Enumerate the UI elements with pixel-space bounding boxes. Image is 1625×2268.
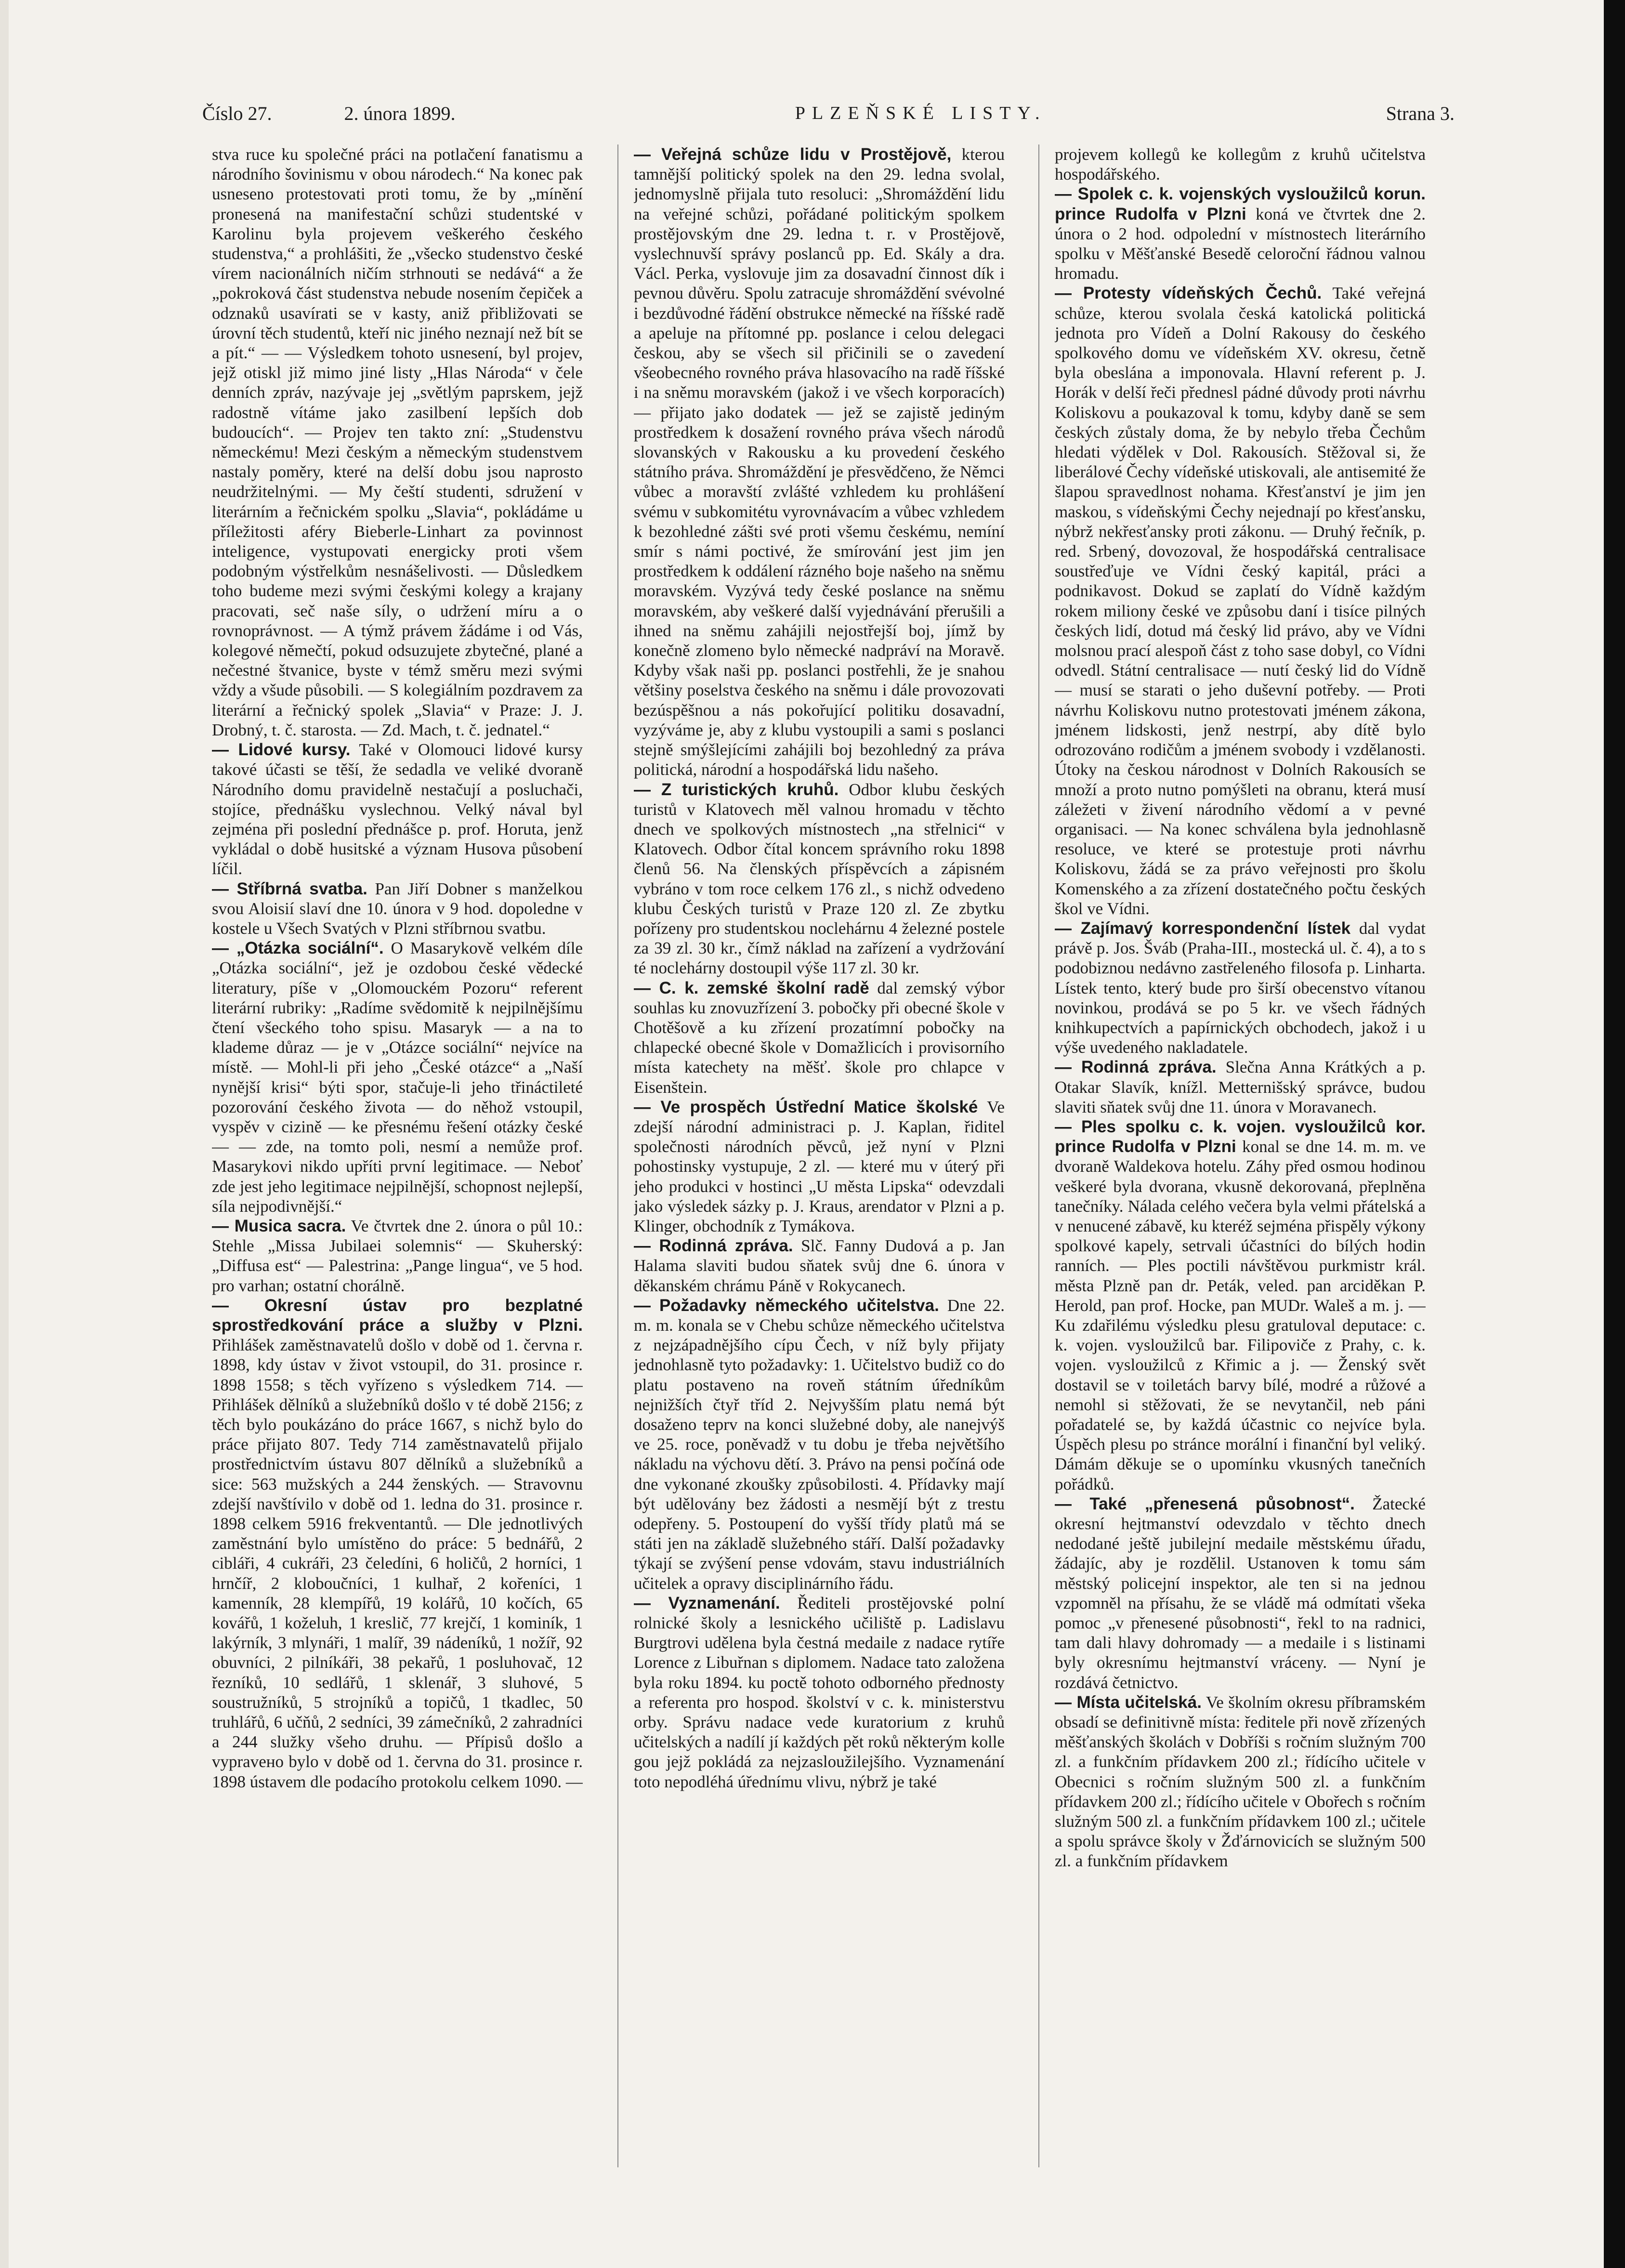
article-body: Přihlášek zaměstnavatelů došlo v době od 1. června r. 1898, kdy ústav v život vstoupil, do 31. prosince r. 1898 1558; s těch vyřízeno s výsledkem 714. — Přihlášek dělníků a služebníků došlo v té době 2156; z těch bylo poukázáno do práce 1667, s nichž bylo do práce přijato 807. Tedy 714 zaměstnavatelů přijalo prostřednictvím ústavu 807 dělníků a služebníků a sice: 563 mužských a 244 ženských. — Stravovnu zdejší navštívilo v době od 1. ledna do 31. prosince r. 1898 celkem 5916 frekventantů. — Dle jednotlivých zaměstnání bylo umístěno do práce: 5 bednářů, 2 cibláři, 4 cukráři, 23 čeledíni, 6 holičů, 2 horníci, 1 hrnčíř, 2 kloboučníci, 1 kulhař, 2 kořeníci, 1 kamenník, 28 klempířů, 19 kolářů, 10 kočích, 65 kovářů, 1 koželuh, 1 kreslič, 77 krejčí, 1 kominík, 1 lakýrník, 3 mlynáři, 1 malíř, 39 nádeníků, 1 nožíř, 92 obuvníci, 2 pilníkáři, 38 pekařů, 1 posluhovač, 12 řezníků, 10 sedlářů, 1 sklenář, 3 sluhové, 5 soustružníků, 5 strojníků a topičů, 1 tkadlec, 50 truhlářů, 6 učňů, 2 sedníci, 39 zámečníků, 2 zahradníci a 244 služky všeho druhu. — Přípisů došlo a vypravено bylo v době od 1. června do 31. prosince r. 1898 ústavem dle podacího protokolu celkem 1090. — <box>212 1336 583 1791</box>
column-rule <box>617 144 618 2167</box>
scan-edge-left <box>0 0 9 2268</box>
article-heading: — Stříbrná svatba. <box>212 879 367 898</box>
article-heading: — Požadavky německého učitelstva. <box>634 1296 939 1315</box>
article-heading: — Ples spolku c. k. vojen. vysloužilců kor. prince Rudolfa v Plzni <box>1055 1117 1426 1156</box>
article-body: Ve zdejší národní administraci p. J. Kaplan, řiditel společnosti národních pěvců, jež nyní v Plzni pohostinsky vystupuje, 2 zl. — které mu v úterý při jeho produkci v hostinci „U města Lipska“ odevzdali jako výsledek sázky p. J. Kraus, arendator v Plzni a p. Klinger, obchodník z Tymákova. <box>634 1097 1005 1235</box>
article-paragraph <box>634 1593 1005 1792</box>
article-body: Také v Olomouci lidové kursy takové účasti se těší, že sedadla ve veliké dvoraně Národního domu pravidelně nestačují a posluchači, stojíce, přednášku vyslechnou. Velký nával byl zejména při poslední přednášce p. prof. Horuta, jenž vykládal o době husitské a význam Husova působení líčil. <box>212 740 583 878</box>
article-body: Odbor klubu českých turistů v Klatovech měl valnou hromadu v těchto dnech ve spolkových místnostech „na střelnici“ v Klatovech. Odbor čítal koncem správního roku 1898 členů 56. Na členských příspěvcích a zápisném vybráno v tom roce celkem 176 zl., s nichž odvedeno klubu Českých turistů v Praze 120 zl. Ze zbytku pořízeny pro studentskou noclehárnu 4 železné postele za 39 zl. 30 kr., čímž náklad na zařízení a vydržování té noclehárny dostoupil výše 117 zl. 30 kr. <box>634 780 1005 978</box>
page-number: Strana 3. <box>1386 102 1455 124</box>
article-heading: — Z turistických kruhů. <box>634 780 839 799</box>
article-body: Dne 22. m. m. konala se v Chebu schůze německého učitelstva z nejzápadnějšího cípu Čech, v níž byly přijaty jednohlasně tyto požadavky: 1. Učitelstvo budiž co do platu postaveno na roveň státním úředníkům nejnižších čtyř tříd 2. Nejvyšším platu nemá být dosaženo teprv na konci služebné doby, ale nanejvýš ve 25. roce, poněvadž v tu dobu je třeba největšího nákladu na výchovu dětí. 3. Právo na pensi počíná ode dne vykonané zkoušky způsobilosti. 4. Přídavky mají být udělovány bez žádosti a nesmějí být z trestu odepřeny. 5. Postoupení do vyšší třídy platů má se státi jen na základě služebného stáří. Další požadavky týkají se zvýšení pense vdovám, stavu industriálních učitelek a opravy disciplinárního řádu. <box>634 1296 1005 1593</box>
article-body: konal se dne 14. m. m. ve dvoraně Waldekova hotelu. Záhy před osmou hodinou veškeré byla dvorana, vkusně dekorovaná, přeplněna tanečníky. Nálada celého večera byla velmi přátelská a v nenucené zábavě, ku kteréž sejména přispěly výkony spolkové kapely, setrvali účastníci do bílých hodin ranních. — Ples poctili návštěvou purkmistr král. města Plzně pan dr. Peták, veled. pan arciděkan P. Herold, pan prof. Hocke, pan MUDr. Waleš a m. j. — Ku zdařilému výsledku plesu gratuloval deputace: c. k. vojen. vysloužilců bar. Filipoviče z Prahy, c. k. vojen. vysloužilců z Křimic a j. — Ženský svět dostavil se v toiletách barvy bílé, modré a růžové a nemohl si stěžovati, že se nevytančil, neb páni pořadatelé se, by každá účastnic co nejvíce byla. Úspěch plesu po stránce morální i finanční byl veliký. Dámám děkuje se o upomínku vkusných tanečních pořádků. <box>1055 1137 1426 1494</box>
article-body: Slečna Anna Krátkých a p. Otakar Slavík, knížl. Metternišský správce, budou slaviti sňatek svůj dne 11. února v Moravanech. <box>1055 1058 1426 1116</box>
article-heading: — Musica sacra. <box>212 1216 346 1235</box>
article-paragraph <box>634 1236 1005 1296</box>
article-body: Žatecké okresní hejtmanství odevzdalo v těchto dnech nedodané ještě jubilejní medaile městskému úřadu, žádajíc, aby je rozdělil. Ustanoven k tomu sám městský policejní inspektor, ale ten si na jednou vzpomněl na přísahu, že se vládě má odmítati všeka pomoc „v přenesené působnosti“, řekl to na radnici, tam dali hlavy dohromady — a medaile i s listinami byly okresnímu hejtmanství vráceny. — Nyní je rozdává četnictvo. <box>1055 1494 1426 1692</box>
article-paragraph <box>1055 1692 1426 1871</box>
article-paragraph <box>1055 184 1426 283</box>
article-heading: — Okresní ústav pro bezplatné sprostředkování práce a služby v Plzni. <box>212 1296 583 1335</box>
article-body: Pan Jiří Dobner s manželkou svou Aloisií slaví dne 10. února v 9 hod. dopoledne v kostele u Všech Svatých v Plzni stříbrnou svatbu. <box>212 879 583 938</box>
article-paragraph <box>1055 283 1426 918</box>
article-paragraph <box>1055 144 1426 184</box>
article-body: projevem kollegů ke kollegům z kruhů učitelstva hospodářského. <box>1055 145 1426 184</box>
article-paragraph <box>212 1296 583 1792</box>
article-heading: — Zajímavý korrespondenční lístek <box>1055 918 1351 938</box>
article-paragraph <box>1055 1117 1426 1494</box>
issue-info <box>202 102 456 125</box>
article-paragraph <box>634 1097 1005 1236</box>
text-column-2 <box>634 144 1005 2182</box>
article-heading: — Ve prospěch Ústřední Matice školské <box>634 1097 978 1116</box>
article-paragraph <box>212 1216 583 1296</box>
article-body: O Masarykově velkém díle „Otázka sociální“, jež je ozdobou české vědecké literatury, píše v „Olomouckém Pozoru“ referent literární rubriky: „Radíme svědomitě k nejpilnějšímu čtení všeckého toho spisu. Masaryk — a na to klademe důraz — je v „Otázce sociální“ nejvíce na místě. — Mohl-li při jeho „České otázce“ a „Naší nynější krisi“ býti spor, stačuje-li jeho třináctileté pozorování českého života — do něhož vstoupil, vyspěv v cizině — ke přesnému řešení otázky české — — zde, na tomto poli, nesmí a nemůže prof. Masarykovi nikdo upříti první legitimace. — Neboť zde jest jeho legitimace nejpilnější, schopnost nejlepší, síla nejpodivnější.“ <box>212 939 583 1216</box>
text-column-3 <box>1055 144 1426 2182</box>
article-heading: — „Otázka sociální“. <box>212 939 384 958</box>
column-rule <box>1038 144 1039 2167</box>
article-body: koná ve čtvrtek dne 2. února o 2 hod. odpolední v místnostech literárního spolku v Měšťanské Besedě celoroční řádnou valnou hromadu. <box>1055 204 1426 283</box>
article-heading: — Místa učitelská. <box>1055 1692 1202 1712</box>
article-body: Také veřejná schůze, kterou svolala česká katolická politická jednota pro Vídeň a Dolní Rakousy do českého spolkového domu ve vídeňském XV. okresu, četně byla obeslána a imponovala. Hlavní referent p. J. Horák v delší řeči přednesl pádné důvody proti návrhu Koliskovu a poukazoval k tomu, kdyby daně se sem českých zůstaly doma, že by nebylo třeba Čechům hledati výdělek v Dol. Rakousích. Stěžoval si, že liberálové Čechy vídeňské utiskovali, ale antisemité že šlapou spravedlnost nohama. Křesťanství je jim jen maskou, s vídeňskými Čechy nejednají po křesťansku, nýbrž nekřesťansky proti zákonu. — Druhý řečník, p. red. Srbený, dovozoval, že hospodářská centralisace soustřeďuje ve Vídni český kapitál, práci a podnikavost. Dokud se zaplatí do Vídně každým rokem miliony české ve způsobu daní i tisíce pilných českých lidí, dotud má český lid právo, aby ve Vídni molsnou prací alespoň část z toho sase dobyl, co Vídni odvedl. Státní centralisace — nutí český lid do Vídně — musí se starati o jeho duševní potřeby. — Proti návrhu Koliskovu nutno protestovati jménem zákona, jménem lidskosti, jenž nestrpí, aby dítě bylo odrozováno rodičům a jménem svobody i vzdělanosti. Útoky na českou národnost v Dolních Rakousích se množí a proto nutno pomýšleti na obranu, která musí záležeti v živení národního vědomí a v pevné organisaci. — Na konec schválena byla jednohlasně resoluce, ve které se protestuje proti návrhu Koliskovu, žádá se za právo veřejnosti pro školu Komenského a za zřízení dostatečného počtu českých škol ve Vídni. <box>1055 284 1426 918</box>
article-heading: — Rodinná zpráva. <box>634 1236 793 1256</box>
masthead-title: PLZEŇSKÉ LISTY. <box>795 103 1047 123</box>
article-paragraph <box>1055 1494 1426 1692</box>
article-heading: — Lidové kursy. <box>212 740 351 760</box>
page-header <box>202 96 1455 130</box>
issue-number: Číslo 27. <box>202 102 272 124</box>
article-body: Slč. Fanny Dudová a p. Jan Halama slaviti budou sňatek svůj dne 6. února v děkanském chrámu Páně v Rokycanech. <box>634 1236 1005 1295</box>
article-paragraph <box>634 780 1005 978</box>
article-paragraph <box>634 144 1005 780</box>
article-paragraph <box>212 144 583 740</box>
scan-edge-right <box>1604 0 1625 2268</box>
article-heading: — Veřejná schůze lidu v Prostějově, <box>634 145 952 164</box>
article-paragraph <box>212 938 583 1216</box>
article-body: dal vydat právě p. Jos. Šváb (Praha-III., mostecká ul. č. 4), a to s podobiznou nedávno zastřeleného filosofa p. Linharta. Lístek tento, který bude pro širší obecenstvo vítanou novinkou, prodává se po 5 kr. ve všech řádných knihkupectvích a papírnických obchodech, jakož i u výše uvedeného nakladatele. <box>1055 918 1426 1057</box>
article-heading: — C. k. zemské školní radě <box>634 978 869 997</box>
issue-date: 2. února 1899. <box>344 102 456 124</box>
article-paragraph <box>212 879 583 939</box>
text-column-1 <box>212 144 583 2182</box>
article-heading: — Spolek c. k. vojenských vysloužilců korun. prince Rudolfa v Plzni <box>1055 184 1426 223</box>
article-heading: — Vyznamenání. <box>634 1593 780 1613</box>
article-body: dal zemský výbor souhlas ku znovuzřízení 3. pobočky při obecné škole v Chotěšově a ku zřízení prozatímní pobočky na chlapecké obecné škole v Domažlicích i provisorního místa katechety na měšť. škole pro chlapce v Eisenštein. <box>634 978 1005 1097</box>
article-heading: — Protesty vídeňských Čechů. <box>1055 284 1322 303</box>
article-body: stva ruce ku společné práci na potlačení fanatismu a národního šovinismu v obou národech.“ Na konec pak usneseno protestovati proti tomu, že by „mínění pronesená na manifestační schůzi studentské v Karolinu byla projevem veškerého českého studenstva,“ a prohlášiti, že „všecko studenstvo české vírem nacionálních ničím strhnouti se nedává“ a že „pokroková část studenstva nebude nosením čepiček a odznaků usavírati se v kasty, aniž přibližovati se úrovní těch studentů, kteří nic jiného neznají než bít se a pít.“ — — Výsledkem tohoto usnesení, byl projev, jejž otiskl již mimo jiné listy „Hlas Národa“ v čele denních zpráv, nazývaje jej „světlým paprskem, jejž radostně vítáme jako zasilbení lepších dob budoucích“. — Projev ten takto zní: „Studenstvu německému! Mezi českým a německým studenstvem nastaly poměry, které na delší dobu jsou naprosto neudržitelnými. — My čeští studenti, sdružení v literárním a řečnickém spolku „Slavia“, pokládáme u příležitosti aféry Bieberle-Linhart za povinnost inteligence, vystupovati energicky proti všem podobným výstřelkům nesnášelivosti. — Důsledkem toho budeme mezi svými českými kolegy a krajany pracovati, seč naše síly, o udržení míru a o rovnoprávnost. — A týmž právem žádáme i od Vás, kolegové němečtí, pokud odsuzujete zbytečné, plané a nečestné štvanice, byste v témž směru mezi svými vždy a všude působili. — S kolegiálním pozdravem za literární a řečnický spolek „Slavia“ v Praze: J. J. Drobný, t. č. starosta. — Zd. Mach, t. č. jednatel.“ <box>212 145 583 739</box>
article-paragraph <box>634 978 1005 1097</box>
article-heading: — Také „přenesená působnost“. <box>1055 1494 1355 1513</box>
article-body: Řediteli prostějovské polní rolnické školy a lesnického učiliště p. Ladislavu Burgtrovi udělena byla čestná medaile z nadace rytíře Lorence z Libuřnan s diplomem. Nadace tato založena byla roku 1894. ku poctě tohoto odborného přednosty a referenta pro hospod. školství v c. k. ministerstvu orby. Správu nadace vede kuratorium z kruhů učitelských a nadílí jí každých pět roků některým kolle gou jejž pokládá za nejzasloužilejšího. Vyznamenání toto nepodléhá úřednímu vlivu, nýbrž je také <box>634 1593 1005 1791</box>
article-paragraph <box>212 740 583 878</box>
article-body: Ve čtvrtek dne 2. února o půl 10.: Stehle „Missa Jubilaei solemnis“ — Skuherský: „Diffusa est“ — Palestrina: „Pange lingua“, ve 5 hod. pro varhan; ostatní chorálně. <box>212 1216 583 1295</box>
article-paragraph <box>1055 918 1426 1057</box>
article-paragraph <box>634 1296 1005 1593</box>
article-body: Ve školním okresu příbramském obsadí se definitivně místa: ředitele při nově zřízených měšťanských školách v Dobříši s ročním služným 700 zl. a funkčním přídavkem 200 zl.; řídícího učitele v Obecnici s ročním služným 500 zl. a funkčním přídavkem 200 zl.; řídícího učitele v Obořech s ročním služným 500 zl. a funkčním přídavkem 100 zl.; učitele a spolu správce školy v Žďárnovicích se služným 500 zl. a funkčním přídavkem <box>1055 1692 1426 1871</box>
article-body: kterou tamnější politický spolek na den 29. ledna svolal, jednomyslně přijala tuto resoluci: „Shromáždění lidu na veřejné schůzi, pořádané politickým spolkem prostějovským dne 29. ledna t. r. v Prostějově, vyslechnuvší správy poslanců pp. Ed. Skály a dra. Václ. Perka, vyslovuje jim za dosavadní činnost dík i pevnou důvěru. Spolu zatracuje shromáždění svévolné i bezdůvodné řádění obstrukce německé na říšské radě a apeluje na přítomné pp. poslance i celou delegaci českou, aby se všech sil přičinili se o zavedení všeobecného rovného práva hlasovacího na radě říšské i na sněmu moravském (jakož i ve všech korporacích) — přijato jako dodatek — jež se zajistě jediným prostředkem k dosažení rovného práva všech národů slovanských v Rakousku a ku provedení českého státního práva. Shromáždění je přesvědčeno, že Němci vůbec a moravští zvlášté vzhledem ku prohlášení svému v subkomitétu vyrovnávacím a vůbec vzhledem k bezohledné zášti své proti všemu českému, nemíní smír s námi poctivé, že smírování jest jim jen prostředkem k oddálení rázného boje našeho na sněmu moravském. Vyzývá tedy české poslance na sněmu moravském, aby veškeré další vyjednávání přerušili a ihned na sněmu zahájili nejostřejší boj, jímž by konečně zlomeno bylo německé nadpráví na Moravě. Kdyby však naši pp. poslanci postřehli, že je snahou většiny poselstva českého na sněmu i dále provozovati bezúspěšnou a nás pokořující politiku dosavadní, vyzýváme je, aby z klubu vystoupili a sami s poslanci stejně smýšlejícími zahájili boj bezohledný za práva politická, národní a hospodářská lidu našeho. <box>634 145 1005 779</box>
article-paragraph <box>1055 1057 1426 1117</box>
article-heading: — Rodinná zpráva. <box>1055 1058 1217 1077</box>
